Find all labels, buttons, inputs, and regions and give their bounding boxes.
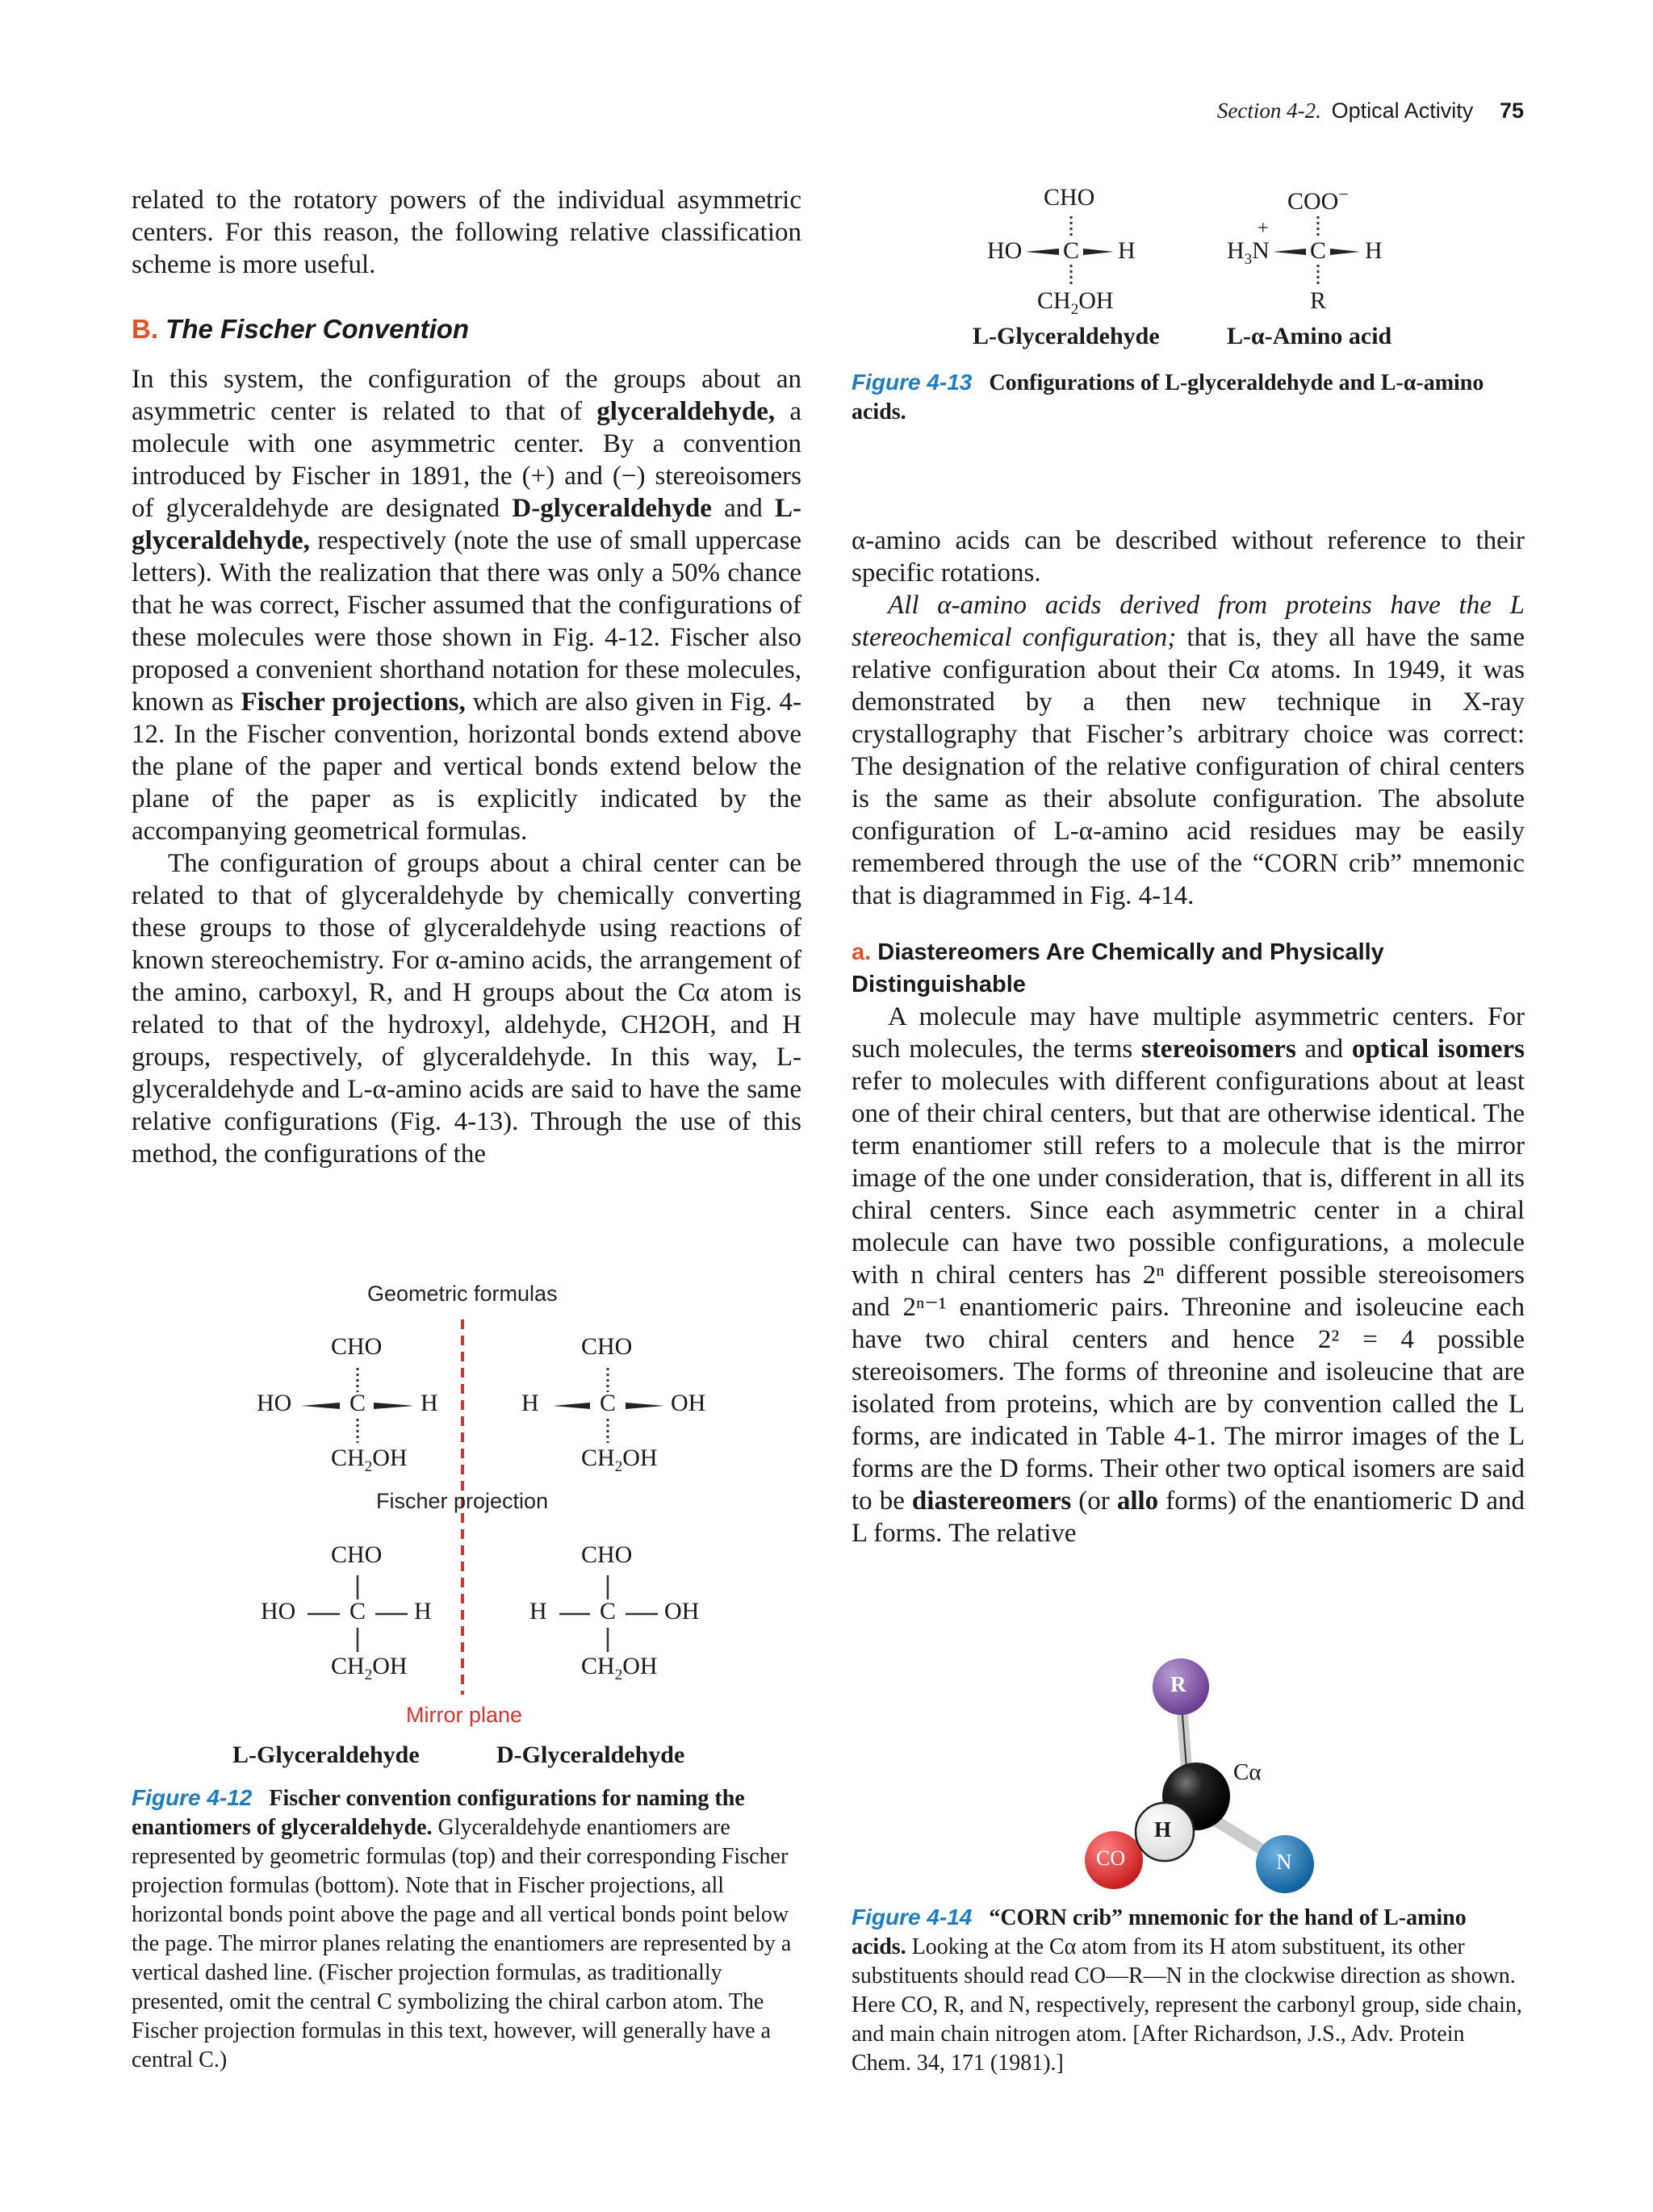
c-label: C <box>600 1390 617 1416</box>
text-run: a molecule with one asymmetric center. By a convention introduced by Fischer in 1891, the (+) and (−) stereoisomers of glyceraldehyde are designated <box>132 397 801 523</box>
ch2oh-part: OH <box>372 1445 408 1471</box>
figure-4-14-caption <box>852 1903 1525 2078</box>
figure-4-13-caption <box>852 368 1525 427</box>
figure-label: Figure 4-14 <box>852 1905 973 1930</box>
paragraph-fischer <box>132 363 801 847</box>
text-run: refer to molecules with different configurations about at least one of their chiral centers, but that are otherwise identical. The term enantiomer still refers to a molecule that is the mirror image of the one under consideration, that is, different in all its chiral centers. Since each asymmetric center in a chiral molecule can have two possible configurations, a molecule with n chiral centers has 2ⁿ different possible stereoisomers and 2ⁿ⁻¹ enantiomeric pairs. Threonine and isoleucine each have two chiral centers and hence 2² = 4 possible stereoisomers. The forms of threonine and isoleucine that are isolated from proteins, which are by convention called the L forms, are indicated in Table 4-1. The mirror images of the L forms are the D forms. Their other two optical isomers are said to be <box>852 1067 1525 1516</box>
ch2oh-label <box>581 1445 658 1476</box>
l-amino-acid-label: L-α-Amino acid <box>1227 323 1392 349</box>
ch2oh-part: OH <box>1078 287 1114 314</box>
term-fischer-projections: Fischer projections, <box>241 688 466 717</box>
paragraph-chiral-center: The configuration of groups about a chiral center can be related to that of glyceraldehyde by chemically converting these groups to those of glyceraldehyde using reactions of known stereochemistry. For α-amino acids, the arrangement of the amino, carboxyl, R, and H groups about the Cα atom is related to that of the hydroxyl, aldehyde, CH2OH, and H groups, respectively, of glyceraldehyde. In this way, L-glyceraldehyde and L-α-amino acids are said to have the same relative configurations (Fig. 4-13). Through the use of this method, the configurations of the <box>132 849 801 1169</box>
paragraph-specific-rotations: α-amino acids can be described without reference to their specific rotations. <box>852 526 1525 587</box>
ch2oh-part: CH <box>1037 287 1071 314</box>
h-label: H <box>521 1390 539 1416</box>
text-run: forms) of the enantiomeric D and L forms. The relative <box>852 1487 1525 1548</box>
subsection-letter: a. <box>852 939 872 965</box>
l-glyceraldehyde-label: L-Glyceraldehyde <box>232 1742 420 1768</box>
wedge-bond <box>626 1403 664 1409</box>
section-heading <box>132 313 801 345</box>
caption-title: Fischer convention configurations for naming the enantiomers of glyceraldehyde. <box>132 1786 745 1840</box>
cho-label: CHO <box>331 1333 383 1360</box>
ch2oh-label <box>1037 287 1114 319</box>
subscript: 2 <box>364 1666 373 1683</box>
caption-text: Glyceraldehyde enantiomers are represented by geometric formulas (top) and their corresponding Fischer projection formulas (bottom). Note that in Fischer projections, all horizontal bonds point above the page and all vertical bonds point below the page. The mirror planes relating the enantiomers are represented by a vertical dashed line. (Fischer projection formulas, as traditionally presented, omit the central C symbolizing the chiral carbon atom. The Fischer projection formulas in this text, however, will generally have a central C.) <box>132 1815 792 2072</box>
right-column <box>852 525 1525 1549</box>
c-label: C <box>1063 237 1080 264</box>
caption-title: Configurations of L-glyceraldehyde and L-α-amino acids. <box>852 370 1484 424</box>
oh-label: OH <box>664 1598 700 1625</box>
paragraph-l-configuration <box>852 589 1525 912</box>
ch2oh-part: CH <box>581 1445 615 1471</box>
h-label: H <box>421 1390 438 1416</box>
header-section: Section 4-2. <box>1216 98 1321 123</box>
n-atom-label: N <box>1276 1850 1292 1874</box>
term-diastereomers: diastereomers <box>911 1487 1072 1516</box>
cho-label: CHO <box>581 1333 633 1360</box>
subsection-heading-text: Diastereomers Are Chemically and Physically Distinguishable <box>852 939 1384 997</box>
wedge-bond <box>1025 249 1059 255</box>
r-label: R <box>1310 287 1327 314</box>
text-run: In this system, the configuration of the groups about an asymmetric center is related to that of <box>132 365 801 426</box>
cho-label: CHO <box>1044 184 1095 211</box>
c-label: C <box>349 1390 366 1416</box>
ch2oh-part: OH <box>622 1653 658 1679</box>
text-run: which are also given in Fig. 4-12. In the Fischer convention, horizontal bonds extend above the plane of the paper and vertical bonds extend below the plane of the paper as is explicitly indicated by the accompanying geometrical formulas. <box>132 688 802 846</box>
text-run: A molecule may have multiple asymmetric centers. For such molecules, the terms <box>852 1002 1525 1064</box>
co-atom-label: CO <box>1096 1846 1126 1870</box>
text-run: (or <box>1071 1487 1117 1516</box>
wedge-bond <box>1273 249 1306 255</box>
ch2oh-part: CH <box>331 1445 365 1471</box>
c-label: C <box>600 1598 617 1625</box>
figure-4-13 <box>852 184 1525 362</box>
figure-label: Figure 4-12 <box>132 1785 253 1810</box>
ch2oh-label <box>581 1653 658 1684</box>
ch2oh-part: OH <box>622 1445 658 1471</box>
subscript: 2 <box>614 1666 623 1683</box>
term-l-glyceraldehyde: L-glyceraldehyde, <box>132 494 801 555</box>
ch2oh-part: OH <box>372 1653 408 1679</box>
coo-label <box>1287 184 1349 215</box>
subscript: 2 <box>1070 301 1079 318</box>
h-label: H <box>529 1598 547 1625</box>
page-number: 75 <box>1499 98 1524 123</box>
wedge-bond <box>374 1403 414 1409</box>
figure-label: Figure 4-13 <box>852 370 973 395</box>
ho-label: HO <box>987 237 1023 264</box>
charge-minus: − <box>1338 184 1349 204</box>
fischer-projection-label: Fischer projection <box>376 1489 549 1513</box>
d-glyceraldehyde-label: D-Glyceraldehyde <box>496 1742 685 1768</box>
h-label: H <box>1118 237 1136 264</box>
term-d-glyceraldehyde: D-glyceraldehyde <box>512 494 712 523</box>
coo-text: COO <box>1287 188 1339 215</box>
text-run: that is, they all have the same relative configuration about their Cα atoms. In 1949, it was demonstrated by a then new technique in X-ray crystallography that Fischer’s arbitrary choice was correct: The designation of the relative configuration of chiral centers is the same as their absolute configuration. The absolute configuration of L-α-amino acid residues may be easily remembered through the use of the “CORN crib” mnemonic that is diagrammed in Fig. 4-14. <box>852 623 1525 910</box>
charge-plus: + <box>1258 218 1269 239</box>
figure-4-12-caption <box>132 1783 801 2075</box>
wedge-bond <box>1083 249 1114 255</box>
mirror-plane-label: Mirror plane <box>406 1703 523 1727</box>
h3n-part: H <box>1227 237 1245 264</box>
figure-4-12 <box>132 1275 801 1808</box>
ch2oh-part: CH <box>331 1653 365 1679</box>
term-optical-isomers: optical isomers <box>1351 1035 1525 1064</box>
ch2oh-label <box>331 1653 408 1684</box>
oh-label: OH <box>671 1390 706 1416</box>
r-atom-label: R <box>1170 1672 1186 1696</box>
calpha-label: Cα <box>1233 1759 1262 1785</box>
text-run: respectively (note the use of small uppercase letters). With the realization that there was only a 50% chance that he was correct, Fischer assumed that the configurations of these molecules were those shown in Fig. 4-12. Fischer also proposed a convenient shorthand notation for these molecules, known as <box>132 526 801 717</box>
running-header <box>1217 98 1524 123</box>
ho-label: HO <box>261 1598 296 1625</box>
ch2oh-label <box>331 1445 408 1476</box>
h-atom-label: H <box>1154 1817 1172 1842</box>
section-heading-text: The Fischer Convention <box>165 314 470 344</box>
h3n-label <box>1227 237 1270 269</box>
ho-label: HO <box>257 1390 292 1416</box>
subscript: 3 <box>1244 251 1253 268</box>
term-stereoisomers: stereoisomers <box>1140 1035 1296 1064</box>
c-label: C <box>349 1598 366 1625</box>
term-allo: allo <box>1116 1487 1159 1516</box>
geometric-formulas-label: Geometric formulas <box>367 1282 558 1306</box>
term-glyceraldehyde: glyceraldehyde, <box>596 397 776 426</box>
n-part: N <box>1252 237 1270 264</box>
wedge-bond <box>1330 249 1360 255</box>
ch2oh-part: CH <box>581 1653 615 1679</box>
wedge-bond <box>553 1403 590 1409</box>
h-label: H <box>414 1598 432 1625</box>
emphasis-statement: All α-amino acids derived from proteins have the L stereochemical configuration; <box>852 591 1525 652</box>
h-label: H <box>1365 237 1383 264</box>
c-label: C <box>1310 237 1327 264</box>
caption-text: Looking at the Cα atom from its H atom substituent, its other substituents should read CO—R—N in the clockwise direction as shown. Here CO, R, and N, respectively, represent the carbonyl group, side chain, and main chain nitrogen atom. [After Richardson, J.S., Adv. Protein Chem. 34, 171 (1981).] <box>852 1934 1522 2076</box>
header-title: Optical Activity <box>1331 98 1474 123</box>
section-letter: B. <box>132 314 158 344</box>
paragraph-diastereomers <box>852 1001 1525 1549</box>
subscript: 2 <box>614 1458 623 1475</box>
figure-4-14 <box>1049 1646 1388 1905</box>
left-column <box>132 184 801 1170</box>
wedge-bond <box>301 1403 340 1409</box>
fischer-diagram <box>132 1275 801 1808</box>
l-glyceraldehyde-label: L-Glyceraldehyde <box>973 323 1160 349</box>
text-run: and <box>1295 1035 1352 1064</box>
text-run: and <box>711 494 775 523</box>
cho-label: CHO <box>331 1541 383 1568</box>
intro-paragraph: related to the rotatory powers of the individual asymmetric centers. For this reason, the following relative classification scheme is more useful. <box>132 186 801 279</box>
subscript: 2 <box>364 1458 373 1475</box>
configuration-diagram <box>852 184 1525 362</box>
caption-title: “CORN crib” mnemonic for the hand of L-amino acids. <box>852 1905 1467 1959</box>
cho-label: CHO <box>581 1541 633 1568</box>
subsection-heading <box>852 936 1525 1001</box>
